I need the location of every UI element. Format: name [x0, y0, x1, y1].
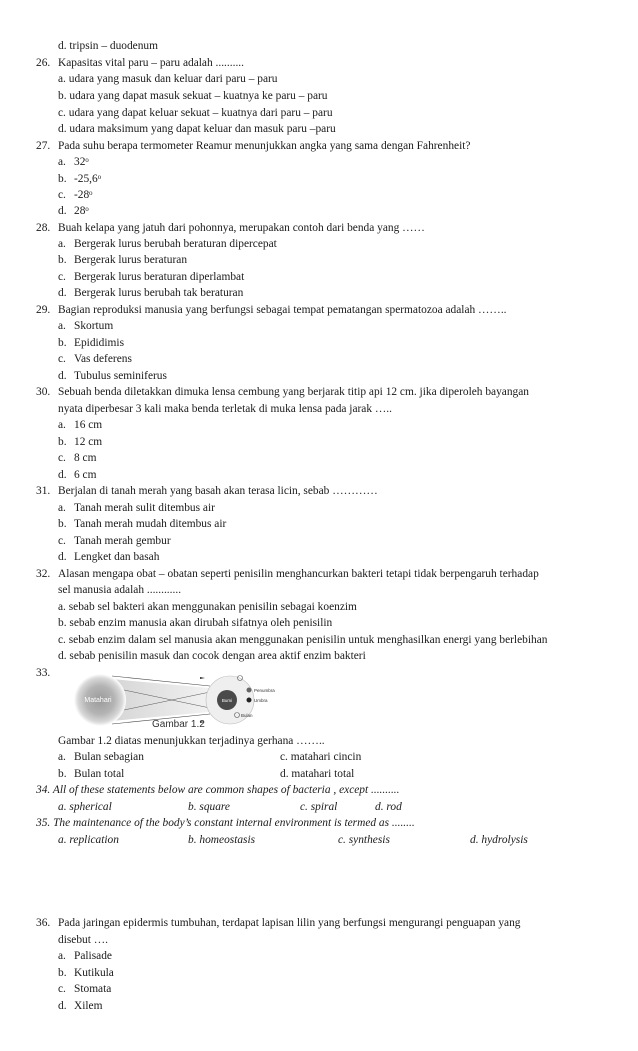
question-36: [36, 916, 520, 930]
moon-label: Bulan: [241, 713, 253, 718]
option-letter: a.: [58, 502, 66, 514]
q29-option-d: [58, 369, 167, 383]
q27-option-b: [58, 172, 101, 186]
q26-option-d: d. udara maksimum yang dapat keluar dan masuk paru –paru: [58, 123, 336, 135]
q35-option-a: a. replication: [58, 834, 119, 846]
question-35: 35. The maintenance of the body’s constant internal environment is termed as ........: [36, 817, 415, 829]
figure-caption: Gambar 1.2: [152, 719, 205, 730]
q34-option-d: d. rod: [375, 801, 402, 813]
q27-option-a: [58, 155, 89, 169]
option-text: Bergerak lurus berubah tak beraturan: [74, 287, 244, 299]
question-text: Bagian reproduksi manusia yang berfungsi sebagai tempat pematangan spermatozoa adalah ……..: [58, 304, 507, 316]
q34-option-a: a. spherical: [58, 801, 112, 813]
option-letter: c.: [58, 271, 66, 283]
q34-option-b: b. square: [188, 801, 230, 813]
q27-option-d: [58, 204, 89, 218]
option-letter: c.: [58, 189, 66, 201]
option-letter: c.: [58, 353, 66, 365]
q35-option-c: c. synthesis: [338, 834, 390, 846]
option-letter: b.: [58, 173, 67, 185]
option-letter: b.: [58, 967, 67, 979]
option-letter: c.: [58, 983, 66, 995]
option-letter: b.: [58, 768, 67, 780]
q26-option-c: c. udara yang dapat keluar sekuat – kuatnya dari paru – paru: [58, 107, 333, 119]
question-text: Pada jaringan epidermis tumbuhan, terdapat lapisan lilin yang berfungsi mengurangi penguapan yang: [58, 917, 521, 929]
q30-option-b: [58, 435, 102, 449]
question-text: Alasan mengapa obat – obatan seperti penisilin menghancurkan bakteri tetapi tidak berpengaruh terhadap: [58, 568, 539, 580]
question-number: 29.: [36, 304, 51, 316]
arrow-head: [200, 677, 205, 679]
earth-label: Bumi: [221, 698, 233, 703]
question-number: 33.: [36, 667, 51, 679]
option-text: 16 cm: [74, 419, 103, 431]
q25-option-d: d. tripsin – duodenum: [58, 40, 158, 52]
question-32: [36, 567, 539, 581]
option-letter: a.: [58, 156, 66, 168]
option-text: 12 cm: [74, 436, 103, 448]
q34-option-c: c. spiral: [300, 801, 338, 813]
option-letter: b.: [58, 436, 67, 448]
question-number: 28.: [36, 222, 51, 234]
option-letter: d.: [58, 1000, 67, 1012]
option-text: Tanah merah gembur: [74, 535, 171, 547]
option-text: Vas deferens: [74, 353, 132, 365]
option-text: Kutikula: [74, 967, 114, 979]
sun-label: Matahari: [84, 697, 112, 704]
option-text: Stomata: [74, 983, 112, 995]
moon-umbra-marker: [247, 698, 252, 703]
q35-option-b: b. homeostasis: [188, 834, 256, 846]
q28-option-c: [58, 270, 244, 284]
question-30: [36, 385, 529, 399]
q27-option-c: [58, 188, 92, 202]
option-text: 28ᵒ: [74, 205, 89, 217]
q33-option-c: c. matahari cincin: [280, 751, 362, 763]
question-text: Pada suhu berapa termometer Reamur menunjukkan angka yang sama dengan Fahrenheit?: [58, 140, 471, 152]
question-27: [36, 139, 470, 153]
q33-option-b: [58, 767, 124, 781]
q36-option-a: [58, 949, 112, 963]
option-text: Bulan sebagian: [74, 751, 144, 763]
q32-option-a: a. sebab sel bakteri akan menggunakan penisilin sebagai koenzim: [58, 601, 357, 613]
question-text: Buah kelapa yang jatuh dari pohonnya, merupakan contoh dari benda yang ……: [58, 222, 425, 234]
question-number: 36.: [36, 917, 51, 929]
option-text: Bergerak lurus berubah beraturan dipercepat: [74, 238, 277, 250]
option-letter: b.: [58, 254, 67, 266]
q26-option-b: b. udara yang dapat masuk sekuat – kuatnya ke paru – paru: [58, 90, 328, 102]
option-letter: c.: [58, 452, 66, 464]
q30-option-d: [58, 468, 96, 482]
option-text: Lengket dan basah: [74, 551, 160, 563]
option-letter: b.: [58, 518, 67, 530]
q30-option-c: [58, 451, 96, 465]
option-text: 6 cm: [74, 469, 97, 481]
option-letter: d.: [58, 551, 67, 563]
option-text: Bergerak lurus beraturan: [74, 254, 188, 266]
option-text: Tanah merah sulit ditembus air: [74, 502, 215, 514]
question-number: 26.: [36, 57, 51, 69]
option-text: -28ᵒ: [74, 189, 93, 201]
q33-option-a: [58, 750, 144, 764]
umbra-label: Umbra: [254, 698, 268, 703]
q30-option-a: [58, 418, 102, 432]
q36-option-d: [58, 999, 102, 1013]
q36-option-b: [58, 966, 114, 980]
option-letter: a.: [58, 238, 66, 250]
q31-option-c: [58, 534, 171, 548]
q29-option-a: [58, 319, 113, 333]
option-text: Bergerak lurus beraturan diperlambat: [74, 271, 245, 283]
question-number: 32.: [36, 568, 51, 580]
option-letter: d.: [58, 370, 67, 382]
q26-option-a: a. udara yang masuk dan keluar dari paru – paru: [58, 73, 278, 85]
question-text: Kapasitas vital paru – paru adalah ..........: [58, 57, 244, 69]
option-letter: a.: [58, 950, 66, 962]
q29-option-c: [58, 352, 132, 366]
option-text: 32ᵒ: [74, 156, 89, 168]
question-30-continuation: nyata diperbesar 3 kali maka benda terletak di muka lensa pada jarak …..: [58, 403, 392, 415]
question-number: 30.: [36, 386, 51, 398]
question-text: Berjalan di tanah merah yang basah akan terasa licin, sebab …………: [58, 485, 378, 497]
option-letter: d.: [58, 205, 67, 217]
option-text: Bulan total: [74, 768, 125, 780]
q33-option-d: d. matahari total: [280, 768, 355, 780]
option-letter: d.: [58, 287, 67, 299]
question-number: 31.: [36, 485, 51, 497]
option-letter: a.: [58, 751, 66, 763]
q28-option-d: [58, 286, 243, 300]
moon-penumbra-marker: [247, 688, 252, 693]
q32-option-d: d. sebab penisilin masuk dan cocok dengan area aktif enzim bakteri: [58, 650, 366, 662]
question-33-text: Gambar 1.2 diatas menunjukkan terjadinya gerhana ……..: [58, 735, 325, 747]
q31-option-d: [58, 550, 159, 564]
option-text: Epididimis: [74, 337, 124, 349]
option-text: Tanah merah mudah ditembus air: [74, 518, 227, 530]
question-32-continuation: sel manusia adalah ............: [58, 584, 182, 596]
q31-option-a: [58, 501, 215, 515]
q32-option-c: c. sebab enzim dalam sel manusia akan menggunakan penisilin untuk menghasilkan energi yang berlebihan: [58, 634, 548, 646]
question-29: [36, 303, 507, 317]
option-text: Tubulus seminiferus: [74, 370, 167, 382]
option-text: 8 cm: [74, 452, 97, 464]
option-text: Xilem: [74, 1000, 103, 1012]
option-letter: c.: [58, 535, 66, 547]
q36-option-c: [58, 982, 111, 996]
option-letter: a.: [58, 419, 66, 431]
question-28: [36, 221, 425, 235]
option-text: Palisade: [74, 950, 112, 962]
option-text: Skortum: [74, 320, 114, 332]
question-number: 27.: [36, 140, 51, 152]
question-31: [36, 484, 378, 498]
option-letter: d.: [58, 469, 67, 481]
q31-option-b: [58, 517, 226, 531]
q28-option-b: [58, 253, 187, 267]
question-26: [36, 56, 244, 70]
option-letter: a.: [58, 320, 66, 332]
question-33: [36, 666, 58, 680]
question-36-continuation: disebut ….: [58, 934, 108, 946]
question-text: Sebuah benda diletakkan dimuka lensa cembung yang berjarak titip api 12 cm. jika diperoleh bayangan: [58, 386, 529, 398]
q28-option-a: [58, 237, 277, 251]
question-34: 34. All of these statements below are common shapes of bacteria , except ..........: [36, 784, 400, 796]
option-text: -25,6ᵒ: [74, 173, 102, 185]
penumbra-label: Penumbra: [254, 688, 275, 693]
option-letter: b.: [58, 337, 67, 349]
q29-option-b: [58, 336, 124, 350]
q35-option-d: d. hydrolysis: [470, 834, 528, 846]
q32-option-b: b. sebab enzim manusia akan dirubah sifatnya oleh penisilin: [58, 617, 333, 629]
